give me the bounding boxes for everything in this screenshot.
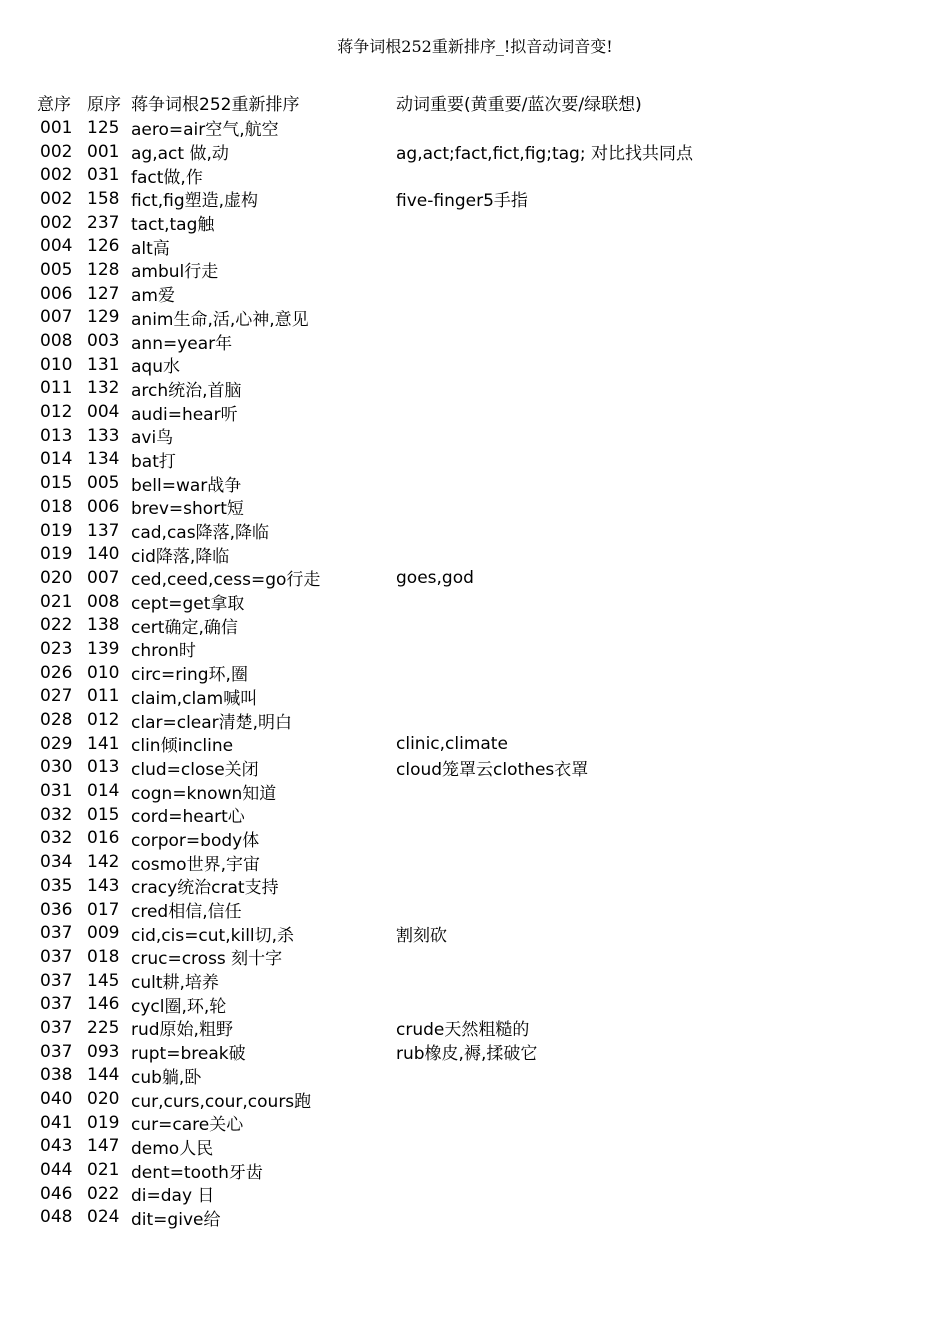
meaning-order-cell: 034 [40, 852, 73, 873]
original-order-cell: 134 [87, 449, 120, 470]
table-row [37, 542, 917, 566]
table-row [37, 519, 917, 543]
root-cell: arch统治,首脑 [131, 380, 242, 401]
table-row [37, 613, 917, 637]
original-order-cell: 031 [87, 165, 120, 186]
meaning-order-cell: 006 [40, 283, 73, 304]
original-order-cell: 127 [87, 283, 120, 304]
table-row [37, 779, 917, 803]
table-row [37, 732, 917, 756]
meaning-order-cell: 036 [40, 899, 73, 920]
table-row [37, 258, 917, 282]
table-row [37, 163, 917, 187]
table-row [37, 850, 917, 874]
root-cell: cycl圈,环,轮 [131, 996, 227, 1017]
original-order-cell: 143 [87, 875, 120, 896]
table-row [37, 566, 917, 590]
root-cell: clud=close关闭 [131, 759, 259, 780]
table-row [37, 756, 917, 780]
table-row [37, 400, 917, 424]
root-cell: ced,ceed,cess=go行走 [131, 570, 321, 591]
table-row [37, 306, 917, 330]
root-cell: di=day 日 [131, 1186, 215, 1207]
meaning-order-cell: 022 [40, 615, 73, 636]
root-cell: tact,tag触 [131, 215, 215, 236]
original-order-cell: 132 [87, 378, 120, 399]
table-row [37, 637, 917, 661]
meaning-order-cell: 032 [40, 828, 73, 849]
original-order-cell: 008 [87, 591, 120, 612]
original-order-cell: 144 [87, 1065, 120, 1086]
meaning-order-cell: 037 [40, 1017, 73, 1038]
original-order-cell: 012 [87, 710, 120, 731]
root-cell: cracy统治crat支持 [131, 878, 279, 899]
header-meaning-order: 意序 [37, 95, 71, 115]
meaning-order-cell: 028 [40, 710, 73, 731]
meaning-order-cell: 019 [40, 544, 73, 565]
table-row [37, 495, 917, 519]
table-row [37, 377, 917, 401]
header-original-order: 原序 [87, 95, 121, 115]
table-row [37, 992, 917, 1016]
page-title: 蒋争词根252重新排序_!拟音动词音变! [337, 37, 613, 56]
meaning-order-cell: 013 [40, 425, 73, 446]
table-row [37, 1040, 917, 1064]
root-cell: rupt=break破 [131, 1044, 246, 1065]
original-order-cell: 225 [87, 1017, 120, 1038]
table-row [37, 1087, 917, 1111]
table-row [37, 211, 917, 235]
table-body [37, 116, 917, 1229]
original-order-cell: 004 [87, 402, 120, 423]
root-cell: cosmo世界,宇宙 [131, 854, 260, 875]
table-row [37, 803, 917, 827]
original-order-cell: 140 [87, 544, 120, 565]
root-cell: cruc=cross 刻十字 [131, 949, 283, 970]
meaning-order-cell: 001 [40, 117, 73, 138]
original-order-cell: 007 [87, 567, 120, 588]
meaning-order-cell: 021 [40, 591, 73, 612]
root-cell: cred相信,信任 [131, 902, 242, 923]
root-cell: dent=tooth牙齿 [131, 1162, 263, 1183]
meaning-order-cell: 048 [40, 1207, 73, 1228]
table-row [37, 1111, 917, 1135]
table-row [37, 874, 917, 898]
verb-note-cell: rub橡皮,褥,揉破它 [396, 1044, 538, 1065]
original-order-cell: 014 [87, 781, 120, 802]
table-row [37, 1135, 917, 1159]
root-cell: avi鸟 [131, 428, 174, 449]
table-row [37, 116, 917, 140]
meaning-order-cell: 018 [40, 496, 73, 517]
root-cell: ambul行走 [131, 262, 219, 283]
table-row [37, 1182, 917, 1206]
meaning-order-cell: 046 [40, 1183, 73, 1204]
meaning-order-cell: 019 [40, 520, 73, 541]
original-order-cell: 142 [87, 852, 120, 873]
meaning-order-cell: 029 [40, 733, 73, 754]
meaning-order-cell: 015 [40, 473, 73, 494]
original-order-cell: 129 [87, 307, 120, 328]
meaning-order-cell: 032 [40, 804, 73, 825]
meaning-order-cell: 005 [40, 259, 73, 280]
meaning-order-cell: 030 [40, 757, 73, 778]
verb-note-cell: clinic,climate [396, 733, 508, 754]
original-order-cell: 021 [87, 1160, 120, 1181]
root-cell: chron时 [131, 641, 196, 662]
table-row [37, 1016, 917, 1040]
root-cell: cur=care关心 [131, 1115, 244, 1136]
meaning-order-cell: 002 [40, 141, 73, 162]
table-row [37, 140, 917, 164]
table-row [37, 685, 917, 709]
root-cell: dit=give给 [131, 1209, 221, 1230]
original-order-cell: 022 [87, 1183, 120, 1204]
meaning-order-cell: 008 [40, 331, 73, 352]
meaning-order-cell: 037 [40, 970, 73, 991]
root-table [37, 90, 917, 1229]
table-row [37, 1206, 917, 1230]
root-cell: cur,curs,cour,cours跑 [131, 1091, 312, 1112]
original-order-cell: 001 [87, 141, 120, 162]
original-order-cell: 131 [87, 354, 120, 375]
root-cell: corpor=body体 [131, 830, 260, 851]
root-cell: cord=heart心 [131, 807, 245, 828]
root-cell: aero=air空气,航空 [131, 120, 279, 141]
root-cell: bat打 [131, 451, 176, 472]
original-order-cell: 133 [87, 425, 120, 446]
original-order-cell: 017 [87, 899, 120, 920]
meaning-order-cell: 037 [40, 946, 73, 967]
root-cell: cid降落,降临 [131, 546, 230, 567]
meaning-order-cell: 027 [40, 686, 73, 707]
original-order-cell: 020 [87, 1089, 120, 1110]
table-row [37, 1064, 917, 1088]
root-cell: demo人民 [131, 1138, 214, 1159]
meaning-order-cell: 007 [40, 307, 73, 328]
verb-note-cell: 割刻砍 [396, 925, 447, 946]
original-order-cell: 018 [87, 946, 120, 967]
root-cell: fact做,作 [131, 167, 203, 188]
meaning-order-cell: 035 [40, 875, 73, 896]
meaning-order-cell: 002 [40, 188, 73, 209]
original-order-cell: 147 [87, 1136, 120, 1157]
original-order-cell: 016 [87, 828, 120, 849]
root-cell: audi=hear听 [131, 404, 238, 425]
root-cell: anim生命,活,心神,意见 [131, 309, 309, 330]
meaning-order-cell: 011 [40, 378, 73, 399]
original-order-cell: 158 [87, 188, 120, 209]
original-order-cell: 093 [87, 1041, 120, 1062]
header-root: 蒋争词根252重新排序 [131, 95, 300, 115]
meaning-order-cell: 041 [40, 1112, 73, 1133]
table-header [37, 90, 917, 115]
verb-note-cell: goes,god [396, 567, 474, 588]
table-row [37, 661, 917, 685]
table-row [37, 282, 917, 306]
table-row [37, 187, 917, 211]
original-order-cell: 005 [87, 473, 120, 494]
root-cell: aqu水 [131, 357, 180, 378]
table-row [37, 708, 917, 732]
root-cell: cogn=known知道 [131, 783, 277, 804]
verb-note-cell: ag,act;fact,fict,fig;tag; 对比找共同点 [396, 144, 693, 165]
header-verb-note: 动词重要(黄重要/蓝次要/绿联想) [396, 95, 642, 115]
meaning-order-cell: 002 [40, 212, 73, 233]
table-row [37, 945, 917, 969]
meaning-order-cell: 010 [40, 354, 73, 375]
original-order-cell: 019 [87, 1112, 120, 1133]
root-cell: cub躺,卧 [131, 1067, 202, 1088]
root-cell: bell=war战争 [131, 475, 242, 496]
original-order-cell: 015 [87, 804, 120, 825]
root-cell: cert确定,确信 [131, 617, 238, 638]
root-cell: cult耕,培养 [131, 973, 219, 994]
meaning-order-cell: 040 [40, 1089, 73, 1110]
meaning-order-cell: 037 [40, 994, 73, 1015]
table-row [37, 448, 917, 472]
root-cell: ag,act 做,动 [131, 144, 229, 165]
meaning-order-cell: 044 [40, 1160, 73, 1181]
table-row [37, 471, 917, 495]
verb-note-cell: five-finger5手指 [396, 191, 528, 212]
meaning-order-cell: 043 [40, 1136, 73, 1157]
original-order-cell: 011 [87, 686, 120, 707]
original-order-cell: 003 [87, 331, 120, 352]
root-cell: clar=clear清楚,明白 [131, 712, 293, 733]
original-order-cell: 024 [87, 1207, 120, 1228]
meaning-order-cell: 037 [40, 923, 73, 944]
meaning-order-cell: 004 [40, 236, 73, 257]
root-cell: fict,fig塑造,虚构 [131, 191, 259, 212]
meaning-order-cell: 020 [40, 567, 73, 588]
original-order-cell: 128 [87, 259, 120, 280]
table-row [37, 1158, 917, 1182]
root-cell: cad,cas降落,降临 [131, 523, 269, 544]
meaning-order-cell: 031 [40, 781, 73, 802]
root-cell: am爱 [131, 286, 175, 307]
meaning-order-cell: 023 [40, 638, 73, 659]
root-cell: cid,cis=cut,kill切,杀 [131, 925, 295, 946]
root-cell: rud原始,粗野 [131, 1020, 233, 1041]
original-order-cell: 137 [87, 520, 120, 541]
table-row [37, 827, 917, 851]
original-order-cell: 138 [87, 615, 120, 636]
meaning-order-cell: 037 [40, 1041, 73, 1062]
meaning-order-cell: 012 [40, 402, 73, 423]
table-row [37, 234, 917, 258]
table-row [37, 353, 917, 377]
verb-note-cell: crude天然粗糙的 [396, 1020, 530, 1041]
original-order-cell: 146 [87, 994, 120, 1015]
meaning-order-cell: 002 [40, 165, 73, 186]
original-order-cell: 126 [87, 236, 120, 257]
root-cell: claim,clam喊叫 [131, 688, 258, 709]
original-order-cell: 237 [87, 212, 120, 233]
root-cell: cept=get拿取 [131, 594, 245, 615]
original-order-cell: 006 [87, 496, 120, 517]
table-row [37, 590, 917, 614]
original-order-cell: 125 [87, 117, 120, 138]
root-cell: alt高 [131, 238, 170, 259]
original-order-cell: 009 [87, 923, 120, 944]
root-cell: ann=year年 [131, 333, 233, 354]
original-order-cell: 013 [87, 757, 120, 778]
root-cell: circ=ring环,圈 [131, 665, 248, 686]
original-order-cell: 145 [87, 970, 120, 991]
root-cell: brev=short短 [131, 499, 244, 520]
root-cell: clin倾incline [131, 736, 234, 757]
table-row [37, 329, 917, 353]
table-row [37, 921, 917, 945]
meaning-order-cell: 014 [40, 449, 73, 470]
verb-note-cell: cloud笼罩云clothes衣罩 [396, 759, 589, 780]
meaning-order-cell: 038 [40, 1065, 73, 1086]
table-row [37, 424, 917, 448]
meaning-order-cell: 026 [40, 662, 73, 683]
original-order-cell: 010 [87, 662, 120, 683]
original-order-cell: 139 [87, 638, 120, 659]
original-order-cell: 141 [87, 733, 120, 754]
table-row [37, 898, 917, 922]
table-row [37, 969, 917, 993]
